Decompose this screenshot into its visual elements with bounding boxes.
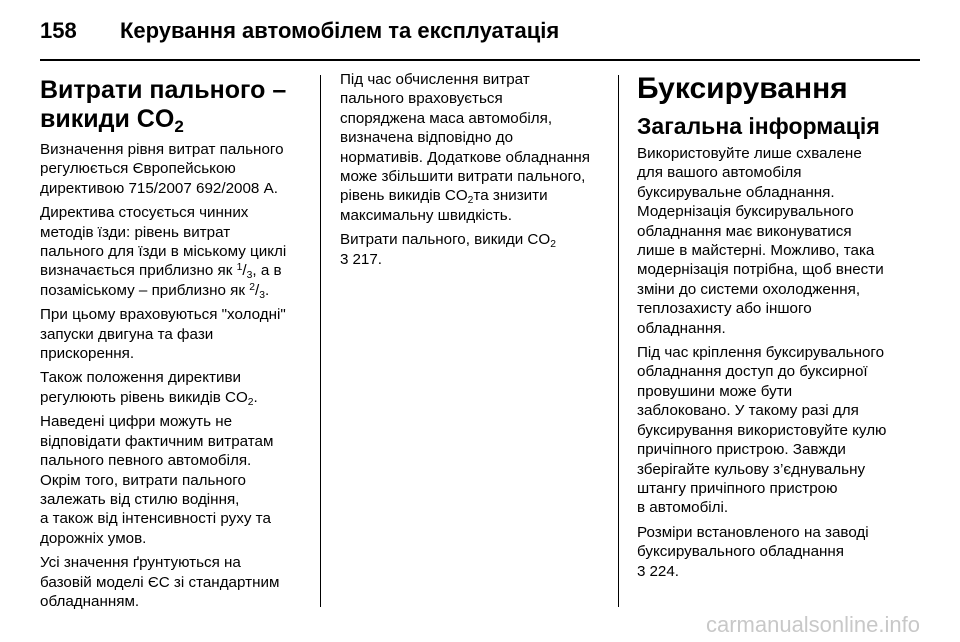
column-1 xyxy=(40,70,312,616)
paragraph: Під час обчислення витрат пального враховується споряджена маса автомобіля, визначена відповідно до нормативів. Додаткове обладнання може збільшити витрати пального, рівень викидів $CO_2та$ знизити максимальну швидкість. xyxy=(340,71,591,224)
header-divider xyxy=(40,59,920,61)
column-3 xyxy=(637,70,920,586)
paragraph: Директива стосується чинних методів їзди: рівень витрат пального для їзди в міському циклі визначається приблизно як $^1/_3$, а в позаміському – приблизно як $^2/_3$. xyxy=(40,204,287,301)
paragraph: Також положення директиви регулюють рівень викидів $CO_2$. xyxy=(40,369,258,408)
column-2 xyxy=(340,70,612,274)
section-heading-fuel-consumption: Витрати пального – викиди $CO_2$ xyxy=(40,76,287,137)
page-reference-link[interactable]: 3 217. xyxy=(340,250,383,268)
page-number: 158 xyxy=(40,18,77,43)
subsection-title-general-info: Загальна інформація xyxy=(637,113,880,139)
paragraph: Під час кріплення буксирувального обладнання доступ до буксирної провушини може бути заблоковано. У такому разі для буксирування використовуйте кулю причіпного пристрою. Завжди зберігайте кульову з’єднувальну штангу причіпного пристрою в автомобілі. xyxy=(637,344,887,517)
column-divider-2 xyxy=(618,75,619,607)
page-reference-icon: 3 xyxy=(637,562,646,580)
column-divider-1 xyxy=(320,75,321,607)
paragraph: Витрати пального, викиди $CO_2$ 3 217. xyxy=(340,230,612,269)
paragraph: При цьому враховуються "холодні" запуски двигуна та фази прискорення. xyxy=(40,306,286,363)
page-reference-link[interactable]: 3 224. xyxy=(637,562,680,580)
paragraph: Використовуйте лише схвалене для вашого автомобіля буксирувальне обладнання. Модернізація буксирувального обладнання має виконуватися лише в майстерні. Можливо, така модернізація потрібна, щоб внести зміни до системи охолодження, теплозахисту або іншого обладнання. xyxy=(637,145,884,337)
paragraph: Наведені цифри можуть не відповідати фактичним витратам пального певного автомобіля. Окрім того, витрати пального залежать від стилю водіння, а також від інтенсивності руху та дорожніх умов. xyxy=(40,413,274,547)
paragraph: Усі значення ґрунтуються на базовій моделі ЄС зі стандартним обладнанням. xyxy=(40,554,280,610)
page-reference-icon: 3 xyxy=(340,250,349,268)
paragraph: Визначення рівня витрат пального регулюється Європейською директивою 715/2007 692/2008 A. xyxy=(40,141,284,197)
section-title-towing: Буксирування xyxy=(637,72,848,105)
page-header xyxy=(40,10,920,50)
chapter-title: Керування автомобілем та експлуатація xyxy=(120,18,560,43)
paragraph: Розміри встановленого на заводі буксирувального обладнання 3 224. xyxy=(637,523,920,581)
watermark: carmanualsonline.info xyxy=(705,612,920,637)
